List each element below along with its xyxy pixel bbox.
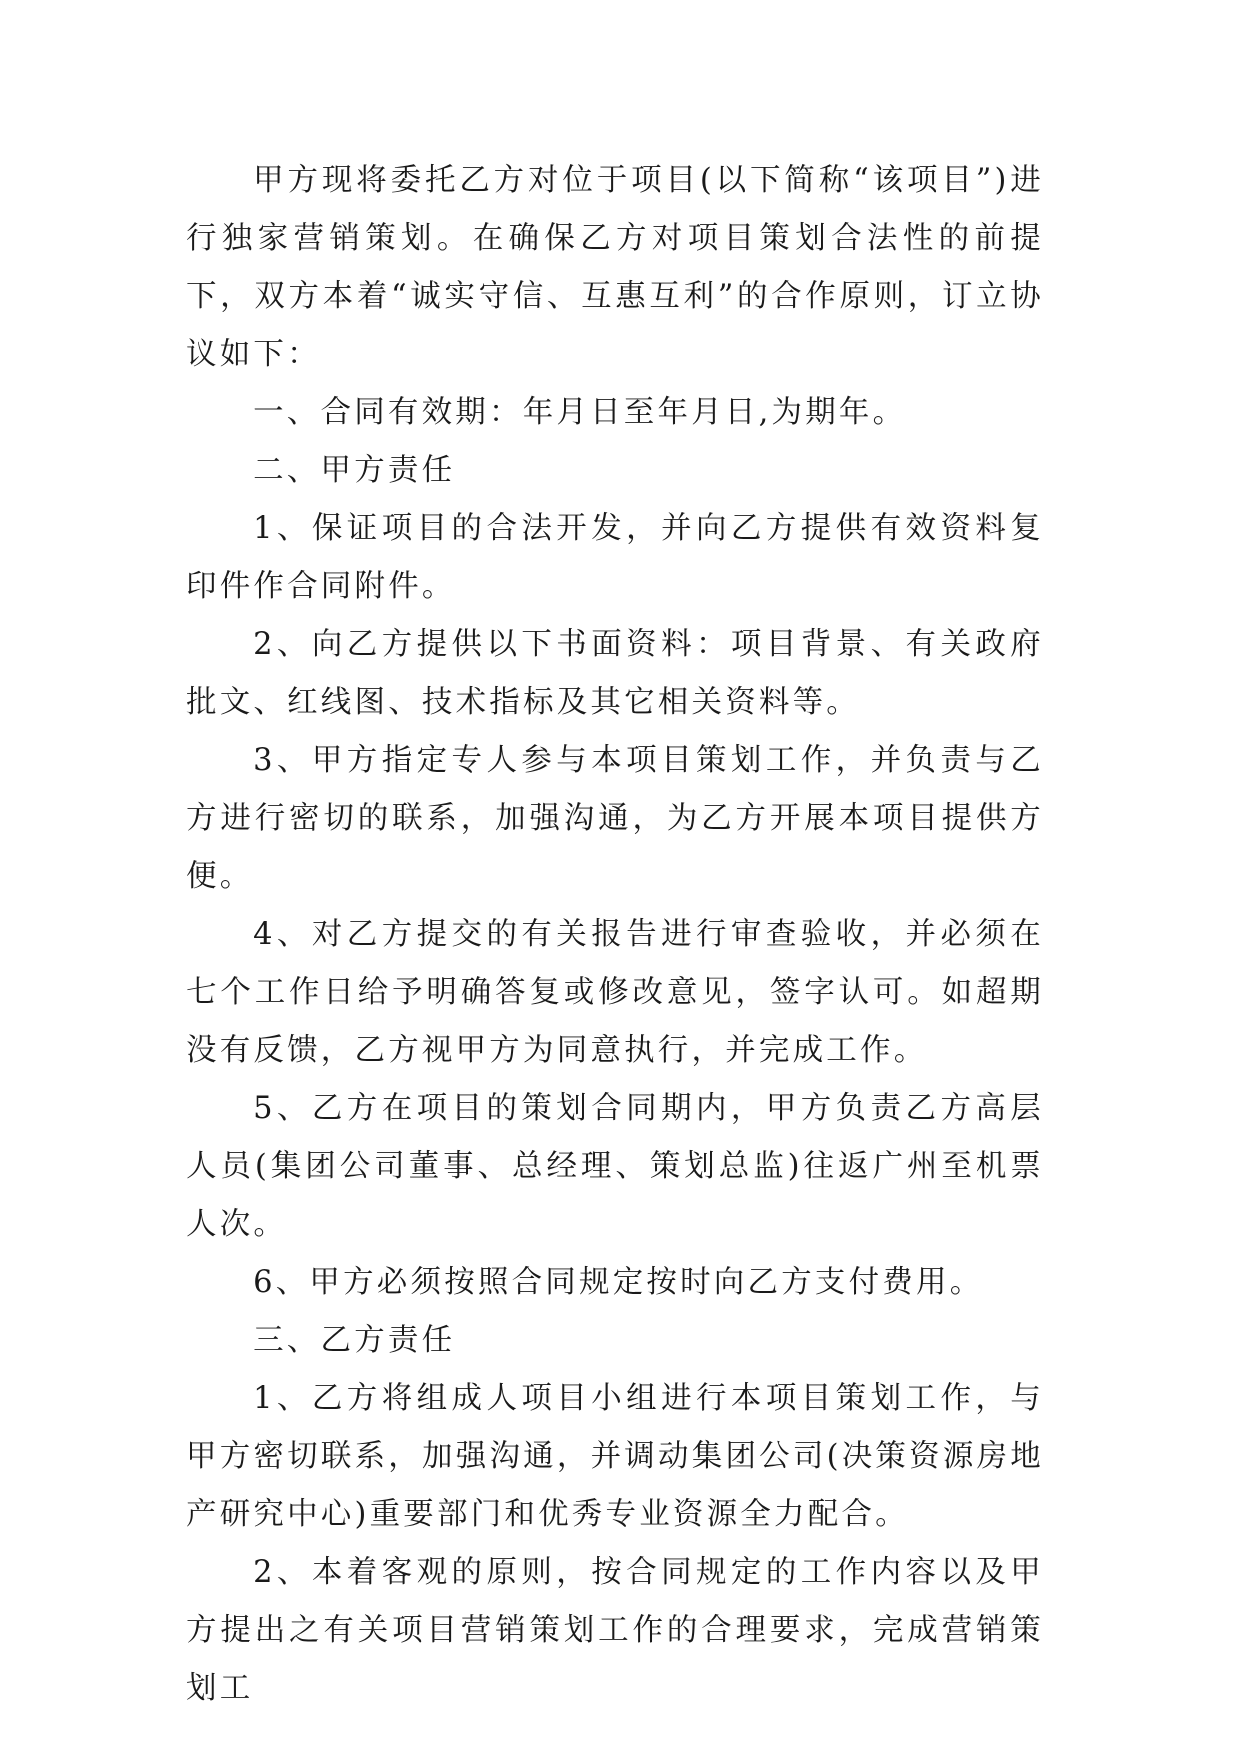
- party-b-clause-2: 2、本着客观的原则，按合同规定的工作内容以及甲方提出之有关项目营销策划工作的合理要求，完成营销策划工: [186, 1555, 1044, 1706]
- party-a-clause-3: 3、甲方指定专人参与本项目策划工作，并负责与乙方进行密切的联系，加强沟通，为乙方开展本项目提供方便。: [186, 743, 1044, 894]
- party-b-clause-1: 1、乙方将组成人项目小组进行本项目策划工作，与甲方密切联系，加强沟通，并调动集团公司(决策资源房地产研究中心)重要部门和优秀专业资源全力配合。: [186, 1381, 1044, 1532]
- section-heading-party-a: 二、甲方责任: [253, 453, 456, 488]
- intro-paragraph: 甲方现将委托乙方对位于项目(以下简称“该项目”)进行独家营销策划。在确保乙方对项目策划合法性的前提下，双方本着“诚实守信、互惠互利”的合作原则，订立协议如下：: [186, 163, 1044, 372]
- document-body: [186, 152, 1044, 1718]
- party-a-clause-1: 1、保证项目的合法开发，并向乙方提供有效资料复印件作合同附件。: [186, 511, 1044, 604]
- party-a-clause-4: 4、对乙方提交的有关报告进行审查验收，并必须在七个工作日给予明确答复或修改意见，签字认可。如超期没有反馈，乙方视甲方为同意执行，并完成工作。: [186, 917, 1044, 1068]
- section-contract-term: 一、合同有效期：年月日至年月日,为期年。: [253, 395, 907, 430]
- party-a-clause-5: 5、乙方在项目的策划合同期内，甲方负责乙方高层人员(集团公司董事、总经理、策划总监)往返广州至机票人次。: [186, 1091, 1044, 1242]
- section-heading-party-b: 三、乙方责任: [253, 1323, 456, 1358]
- party-a-clause-2: 2、向乙方提供以下书面资料：项目背景、有关政府批文、红线图、技术指标及其它相关资料等。: [186, 627, 1044, 720]
- party-a-clause-6: 6、甲方必须按照合同规定按时向乙方支付费用。: [253, 1265, 984, 1300]
